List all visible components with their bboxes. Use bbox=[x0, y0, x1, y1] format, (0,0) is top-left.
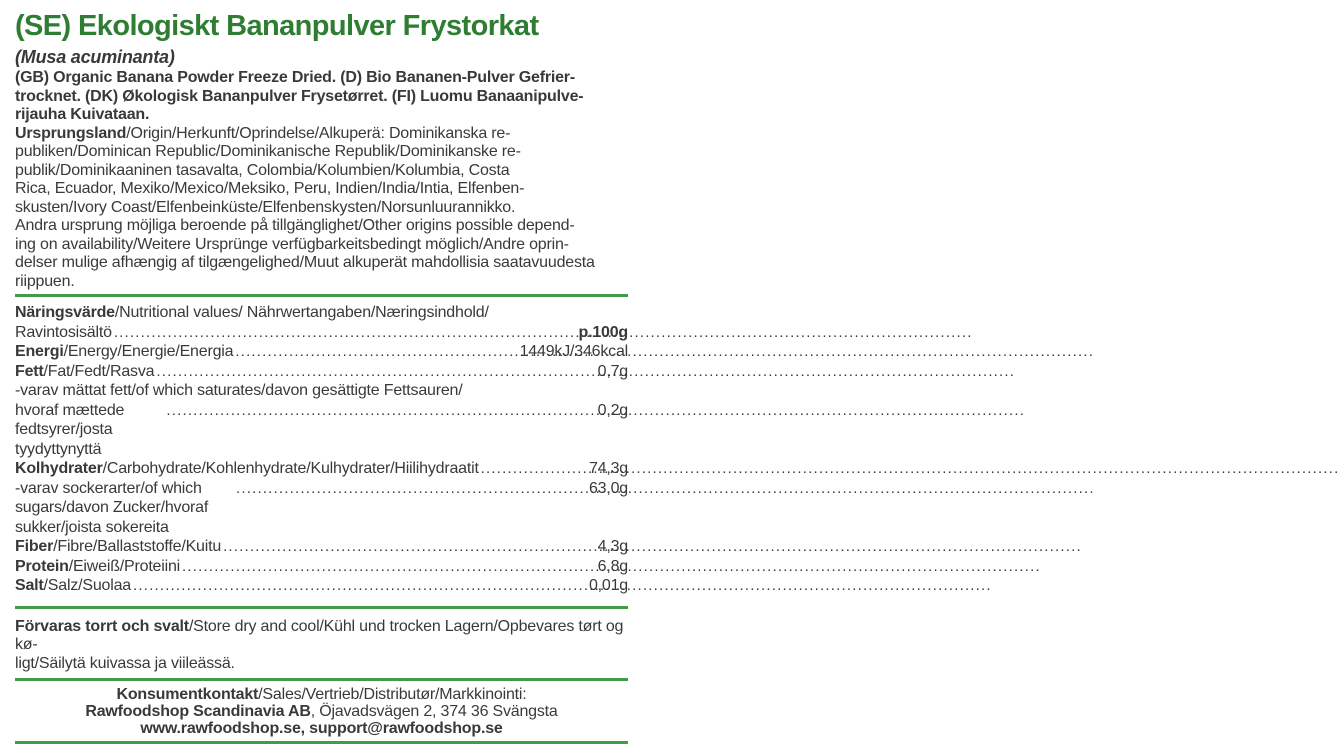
translations-line: (GB) Organic Banana Powder Freeze Dried. (D) Bio Bananen-Pulver Gefrier- bbox=[15, 69, 575, 86]
nutrition-row bbox=[15, 401, 628, 460]
origin-line bbox=[15, 125, 628, 144]
green-rule bbox=[15, 294, 628, 297]
nutrition-term: Protein bbox=[15, 557, 69, 575]
storage-lead: Förvaras torrt och svalt bbox=[15, 617, 189, 635]
nutrition-row bbox=[15, 342, 628, 362]
contact-company: Rawfoodshop Scandinavia AB bbox=[85, 703, 311, 720]
contact-heading bbox=[15, 686, 628, 703]
nutrition-term: Näringsvärde bbox=[15, 304, 115, 321]
nutrition-translations: /Salz/Suolaa bbox=[43, 577, 131, 594]
dot-leader bbox=[236, 479, 583, 499]
origin-line: publiken/Dominican Republic/Dominikanische Republik/Dominikanske re- bbox=[15, 143, 521, 160]
contact-heading-rest: /Sales/Vertrieb/Distributør/Markkinointi: bbox=[258, 686, 527, 703]
nutrition-row bbox=[15, 557, 628, 577]
product-label bbox=[0, 0, 643, 737]
nutrition-translations: /Fibre/Ballaststoffe/Kuitu bbox=[53, 538, 222, 555]
dot-leader bbox=[156, 362, 591, 382]
product-title: (SE) Ekologiskt Bananpulver Frystorkat bbox=[15, 10, 539, 42]
nutrition-value: 74,3g bbox=[588, 460, 628, 477]
nutrition-term: Fett bbox=[15, 362, 44, 380]
nutrition-translations: -varav sockerarter/of which sugars/davon Zucker/hvoraf sukker/joista sokereita bbox=[15, 479, 213, 536]
nutrition-row bbox=[15, 459, 628, 479]
nutrition-row bbox=[15, 303, 628, 323]
nutrition-value: 6,8g bbox=[597, 557, 628, 575]
origin-line: Rica, Ecuador, Mexiko/Mexico/Meksiko, Peru, Indien/India/Intia, Elfenben- bbox=[15, 180, 525, 197]
nutrition-value: p.100g bbox=[578, 323, 628, 341]
nutrition-term: Fiber bbox=[15, 538, 54, 555]
translations-line: trocknet. (DK) Økologisk Bananpulver Frysetørret. (FI) Luomu Banaanipulve- bbox=[15, 87, 584, 105]
dot-leader bbox=[235, 342, 513, 362]
nutrition-value: 1449kJ/346kcal bbox=[519, 343, 628, 360]
nutrition-value: 0,01g bbox=[588, 577, 628, 594]
origin-paragraph bbox=[15, 125, 628, 292]
storage-line-rest: /Store dry and cool/Kühl und trocken Lagern/Opbevares tørt og kø- bbox=[15, 617, 628, 653]
dot-leader bbox=[166, 401, 591, 421]
origin-line-rest: /Origin/Herkunft/Oprindelse/Alkuperä: Dominikanska re- bbox=[126, 124, 511, 142]
origin-line: delser mulige afhængig af tilgængelighed/Muut alkuperät mahdollisia saatavuudesta bbox=[15, 254, 595, 271]
dot-leader bbox=[481, 459, 583, 479]
nutrition-row bbox=[15, 537, 628, 557]
translations-line: rijauha Kuivataan. bbox=[15, 106, 150, 123]
contact-address-rest: , Öjavadsvägen 2, 374 36 Svängsta bbox=[310, 703, 558, 720]
nutrition-row bbox=[15, 362, 628, 382]
nutrition-translations: /Nutritional values/ Nährwertangaben/Næringsindhold/ bbox=[114, 304, 489, 321]
nutrition-translations: Ravintosisältö bbox=[15, 323, 112, 341]
nutrition-term: Salt bbox=[15, 577, 44, 594]
green-rule bbox=[15, 678, 628, 681]
nutrition-term: Kolhydrater bbox=[15, 460, 103, 477]
origin-line: riippuen. bbox=[15, 272, 75, 290]
origin-line: ing on availability/Weitere Ursprünge verfügbarkeitsbedingt möglich/Andre oprin- bbox=[15, 235, 569, 253]
nutrition-value: 4,3g bbox=[597, 538, 628, 555]
storage-line: ligt/Säilytä kuivassa ja viileässä. bbox=[15, 654, 235, 672]
origin-line: publik/Dominikaaninen tasavalta, Colombia/Kolumbien/Kolumbia, Costa bbox=[15, 161, 510, 179]
nutrition-term: Energi bbox=[15, 343, 64, 360]
nutrition-value: 0,2g bbox=[597, 401, 628, 419]
storage-paragraph bbox=[15, 618, 628, 674]
nutrition-row bbox=[15, 323, 628, 343]
dot-leader bbox=[114, 323, 573, 343]
contact-section bbox=[15, 686, 628, 737]
dot-leader bbox=[133, 576, 583, 596]
dot-leader bbox=[182, 557, 592, 577]
contact-heading-lead: Konsumentkontakt bbox=[116, 686, 259, 703]
nutrition-table bbox=[15, 303, 628, 596]
nutrition-translations: /Eiweiß/Proteiini bbox=[68, 557, 181, 575]
origin-line: skusten/Ivory Coast/Elfenbeinküste/Elfenbenskysten/Norsunluurannikko. bbox=[15, 198, 516, 216]
contact-address bbox=[15, 703, 628, 720]
nutrition-translations: hvoraf mættede fedtsyrer/josta tyydyttynyttä bbox=[15, 401, 129, 458]
dot-leader bbox=[223, 537, 592, 557]
nutrition-translations: /Fat/Fedt/Rasva bbox=[43, 362, 155, 380]
nutrition-translations: /Carbohydrate/Kohlenhydrate/Kulhydrater/Hiilihydraatit bbox=[102, 460, 479, 477]
nutrition-value: 63,0g bbox=[588, 479, 628, 497]
translations-paragraph bbox=[15, 69, 628, 125]
latin-name: (Musa acuminanta) bbox=[15, 47, 175, 67]
nutrition-translations: -varav mättat fett/of which saturates/davon gesättigte Fettsauren/ bbox=[15, 382, 463, 399]
nutrition-value: 0,7g bbox=[597, 362, 628, 380]
nutrition-translations: /Energy/Energie/Energia bbox=[63, 343, 234, 360]
nutrition-row bbox=[15, 381, 628, 401]
green-rule bbox=[15, 606, 628, 609]
nutrition-row bbox=[15, 479, 628, 538]
contact-web-email: www.rawfoodshop.se, support@rawfoodshop.se bbox=[140, 720, 503, 737]
nutrition-row bbox=[15, 576, 628, 596]
origin-line: Andra ursprung möjliga beroende på tillgänglighet/Other origins possible depend- bbox=[15, 217, 575, 234]
origin-lead: Ursprungsland bbox=[15, 124, 127, 142]
storage-line bbox=[15, 618, 628, 655]
